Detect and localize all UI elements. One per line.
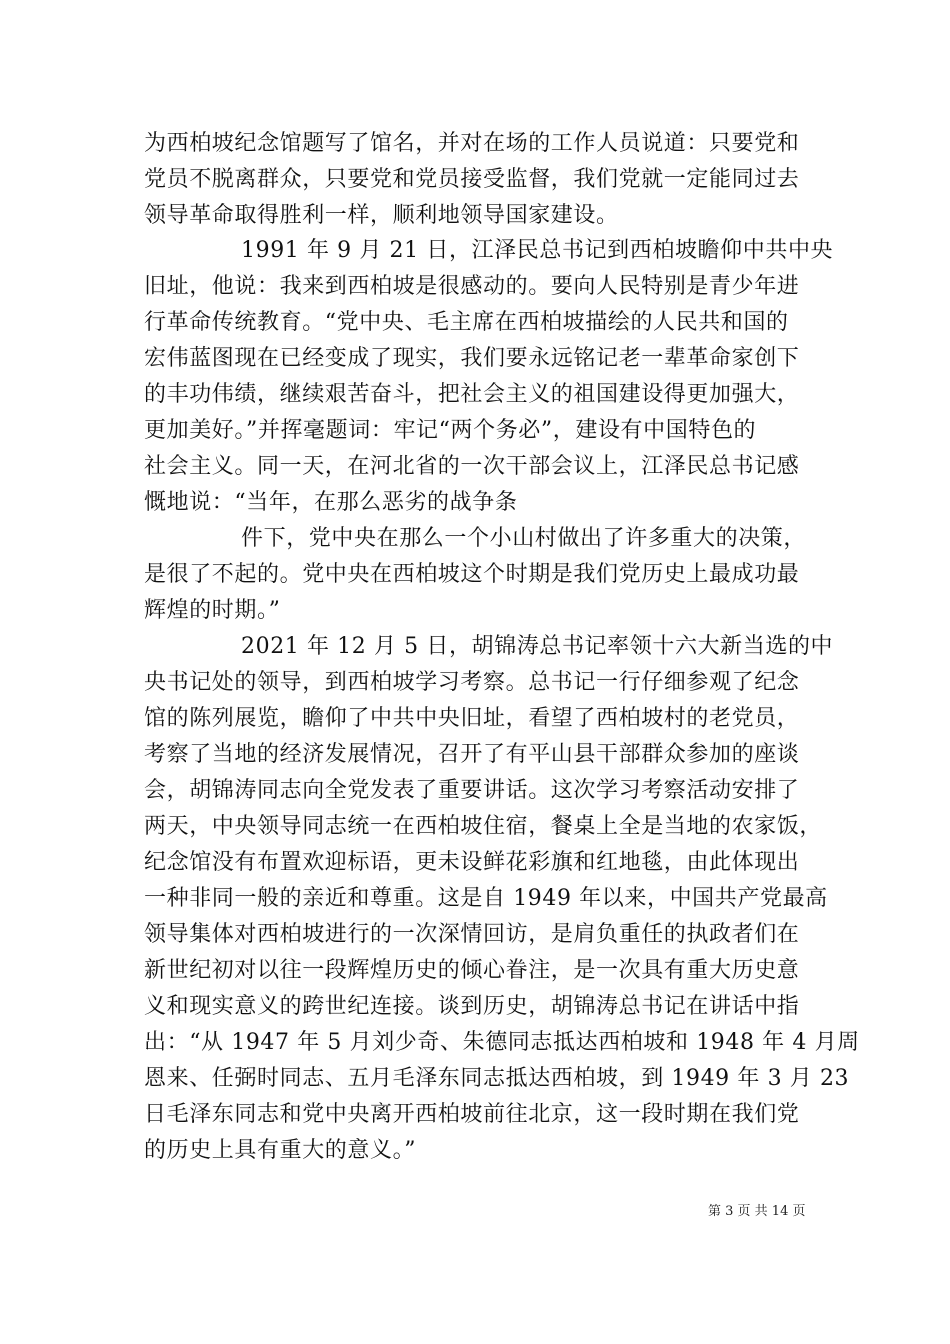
text-line: 行革命传统教育。“党中央、毛主席在西柏坡描绘的人民共和国的 [144,310,789,335]
paragraph-start-line: 1991 年 9 月 21 日，江泽民总书记到西柏坡瞻仰中共中央 [241,238,834,263]
text-line: 更加美好。”并挥毫题词：牢记“两个务必”，建设有中国特色的 [144,418,757,443]
paragraph-start-line: 件下，党中央在那么一个小山村做出了许多重大的决策， [241,526,807,551]
text-line: 宏伟蓝图现在已经变成了现实，我们要永远铭记老一辈革命家创下 [144,346,800,371]
text-line: 纪念馆没有布置欢迎标语，更未设鲜花彩旗和红地毯，由此体现出 [144,850,800,875]
text-line: 是很了不起的。党中央在西柏坡这个时期是我们党历史上最成功最 [144,562,800,587]
text-line: 辉煌的时期。” [144,598,281,623]
text-line: 党员不脱离群众，只要党和党员接受监督，我们党就一定能同过去 [144,167,800,192]
text-line: 社会主义。同一天，在河北省的一次干部会议上，江泽民总书记感 [144,454,800,479]
text-line: 领导革命取得胜利一样，顺利地领导国家建设。 [144,203,619,228]
text-line: 的历史上具有重大的意义。” [144,1138,417,1163]
text-line: 慨地说：“当年，在那么恶劣的战争条 [144,490,518,515]
text-line: 央书记处的领导，到西柏坡学习考察。总书记一行仔细参观了纪念 [144,670,800,695]
text-line: 义和现实意义的跨世纪连接。谈到历史，胡锦涛总书记在讲话中指 [144,994,800,1019]
text-line: 考察了当地的经济发展情况，召开了有平山县干部群众参加的座谈 [144,742,800,767]
text-line: 两天，中央领导同志统一在西柏坡住宿，餐桌上全是当地的农家饭， [144,814,823,839]
text-line: 为西柏坡纪念馆题写了馆名，并对在场的工作人员说道：只要党和 [144,131,800,156]
text-line: 一种非同一般的亲近和尊重。这是自 1949 年以来，中国共产党最高 [144,886,828,911]
paragraph-start-line: 2021 年 12 月 5 日，胡锦涛总书记率领十六大新当选的中 [241,634,834,659]
text-line: 日毛泽东同志和党中央离开西柏坡前往北京，这一段时期在我们党 [144,1102,800,1127]
page-number-footer: 第 3 页 共 14 页 [708,1204,806,1219]
text-line: 领导集体对西柏坡进行的一次深情回访，是肩负重任的执政者们在 [144,922,800,947]
text-line: 出：“从 1947 年 5 月刘少奇、朱德同志抵达西柏坡和 1948 年 4 月周 [144,1030,860,1055]
text-line: 旧址，他说：我来到西柏坡是很感动的。要向人民特别是青少年进 [144,274,800,299]
text-line: 馆的陈列展览，瞻仰了中共中央旧址，看望了西柏坡村的老党员， [144,706,800,731]
text-line: 新世纪初对以往一段辉煌历史的倾心眷注，是一次具有重大历史意 [144,958,800,983]
text-line: 会，胡锦涛同志向全党发表了重要讲话。这次学习考察活动安排了 [144,778,800,803]
text-line: 恩来、任弼时同志、五月毛泽东同志抵达西柏坡，到 1949 年 3 月 23 [144,1066,850,1091]
text-line: 的丰功伟绩，继续艰苦奋斗，把社会主义的祖国建设得更加强大， [144,382,800,407]
